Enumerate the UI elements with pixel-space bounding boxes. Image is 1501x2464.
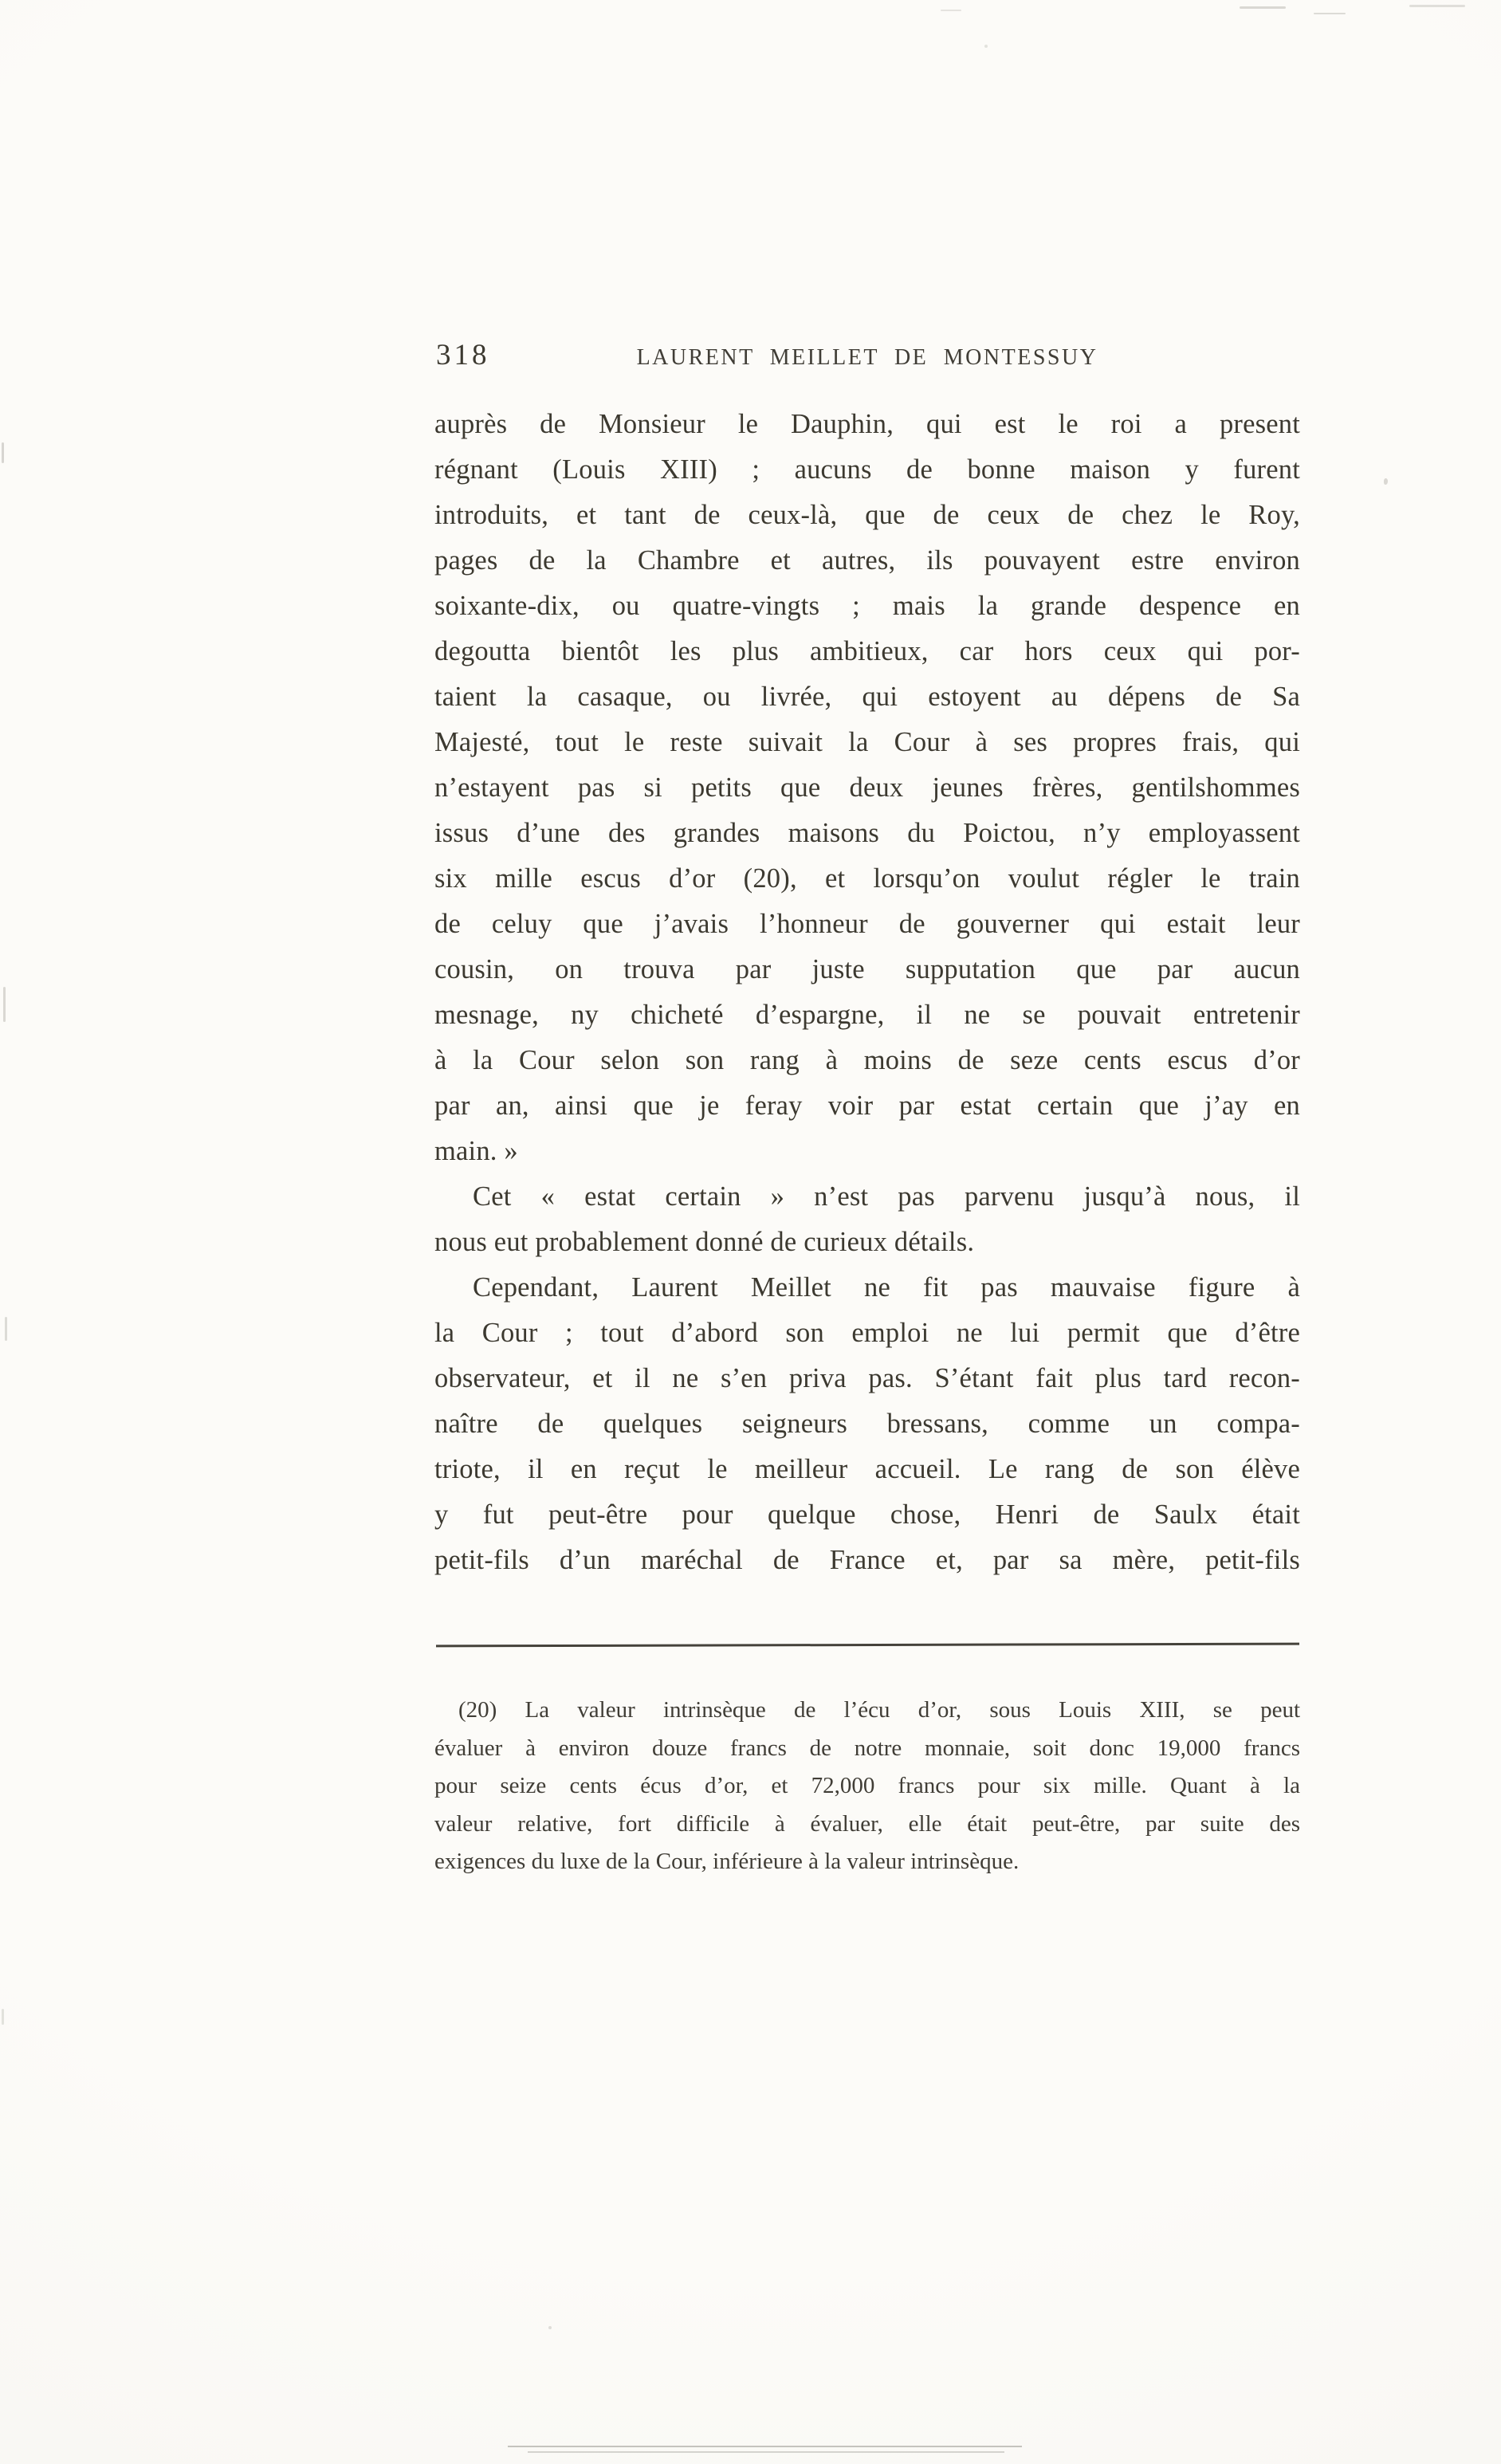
scan-artifact xyxy=(2,2009,4,2025)
text-line: Cet « estat certain » n’est pas parvenu jusqu’à nous, il xyxy=(473,1181,1300,1212)
paragraph xyxy=(434,1174,1300,1265)
text-line: petit-fils d’un maréchal de France et, par sa mère, petit-fils xyxy=(434,1545,1300,1575)
scan-artifact xyxy=(1314,13,1346,14)
text-line: degoutta bientôt les plus ambitieux, car hors ceux qui por- xyxy=(434,636,1300,666)
text-line: taient la casaque, ou livrée, qui estoyent au dépens de Sa xyxy=(434,682,1300,712)
text-line: introduits, et tant de ceux-là, que de ceux de chez le Roy, xyxy=(434,500,1300,530)
text-line: de celuy que j’avais l’honneur de gouverner qui estait leur xyxy=(434,909,1300,939)
text-line: nous eut probablement donné de curieux détails. xyxy=(434,1227,975,1257)
scan-artifact xyxy=(1384,478,1388,485)
scan-artifact xyxy=(1409,5,1465,7)
paragraph xyxy=(434,402,1300,1174)
text-line: observateur, et il ne s’en priva pas. S’étant fait plus tard recon- xyxy=(434,1363,1300,1393)
page-number: 318 xyxy=(436,339,490,371)
scan-artifact xyxy=(1240,6,1286,9)
text-line: cousin, on trouva par juste supputation que par aucun xyxy=(434,954,1300,984)
text-line: soixante-dix, ou quatre-vingts ; mais la grande despence en xyxy=(434,591,1300,621)
scan-artifact xyxy=(548,2326,552,2329)
text-line: par an, ainsi que je feray voir par estat certain que j’ay en xyxy=(434,1091,1300,1121)
next-page-edge xyxy=(508,2446,1022,2447)
text-line: y fut peut-être pour quelque chose, Henri de Saulx était xyxy=(434,1499,1300,1530)
text-line: triote, il en reçut le meilleur accueil. Le rang de son élève xyxy=(434,1454,1300,1484)
text-line: régnant (Louis XIII) ; aucuns de bonne maison y furent xyxy=(434,454,1300,485)
footnote-text xyxy=(434,1692,1300,1881)
text-line: pages de la Chambre et autres, ils pouvayent estre environ xyxy=(434,545,1300,576)
page-header xyxy=(434,335,1300,383)
text-line: à la Cour selon son rang à moins de seze cents escus d’or xyxy=(434,1045,1300,1075)
text-line: main. » xyxy=(434,1136,518,1166)
text-line: mesnage, ny chicheté d’espargne, il ne se pouvait entretenir xyxy=(434,1000,1300,1030)
scan-artifact xyxy=(941,10,961,11)
paragraph xyxy=(434,1265,1300,1583)
scan-artifact xyxy=(984,45,988,48)
text-line: Majesté, tout le reste suivait la Cour à ses propres frais, qui xyxy=(434,727,1300,757)
text-line: la Cour ; tout d’abord son emploi ne lui permit que d’être xyxy=(434,1318,1300,1348)
text-line: auprès de Monsieur le Dauphin, qui est le roi a present xyxy=(434,409,1300,439)
text-line: (20) La valeur intrinsèque de l’écu d’or, sous Louis XIII, se peut xyxy=(458,1697,1300,1723)
text-line: Cependant, Laurent Meillet ne fit pas mauvaise figure à xyxy=(473,1272,1300,1303)
text-line: valeur relative, fort difficile à évaluer, elle était peut-être, par suite des xyxy=(434,1810,1300,1837)
text-line: exigences du luxe de la Cour, inférieure à la valeur intrinsèque. xyxy=(434,1849,1020,1874)
footnote-separator-rule xyxy=(436,1643,1299,1648)
text-line: pour seize cents écus d’or, et 72,000 francs pour six mille. Quant à la xyxy=(434,1773,1300,1798)
body-text xyxy=(434,402,1300,1583)
next-page-edge xyxy=(528,2451,1004,2453)
scan-artifact xyxy=(5,1317,7,1341)
text-line: n’estayent pas si petits que deux jeunes frères, gentilshommes xyxy=(434,772,1300,803)
text-line: évaluer à environ douze francs de notre monnaie, soit donc 19,000 francs xyxy=(434,1735,1300,1761)
running-header: LAURENT MEILLET DE MONTESSUY xyxy=(636,345,1098,370)
text-line: naître de quelques seigneurs bressans, comme un compa- xyxy=(434,1409,1300,1439)
text-line: issus d’une des grandes maisons du Poictou, n’y employassent xyxy=(434,818,1300,848)
text-line: six mille escus d’or (20), et lorsqu’on voulut régler le train xyxy=(434,863,1300,894)
scan-artifact xyxy=(3,987,6,1022)
scan-artifact xyxy=(2,442,4,463)
